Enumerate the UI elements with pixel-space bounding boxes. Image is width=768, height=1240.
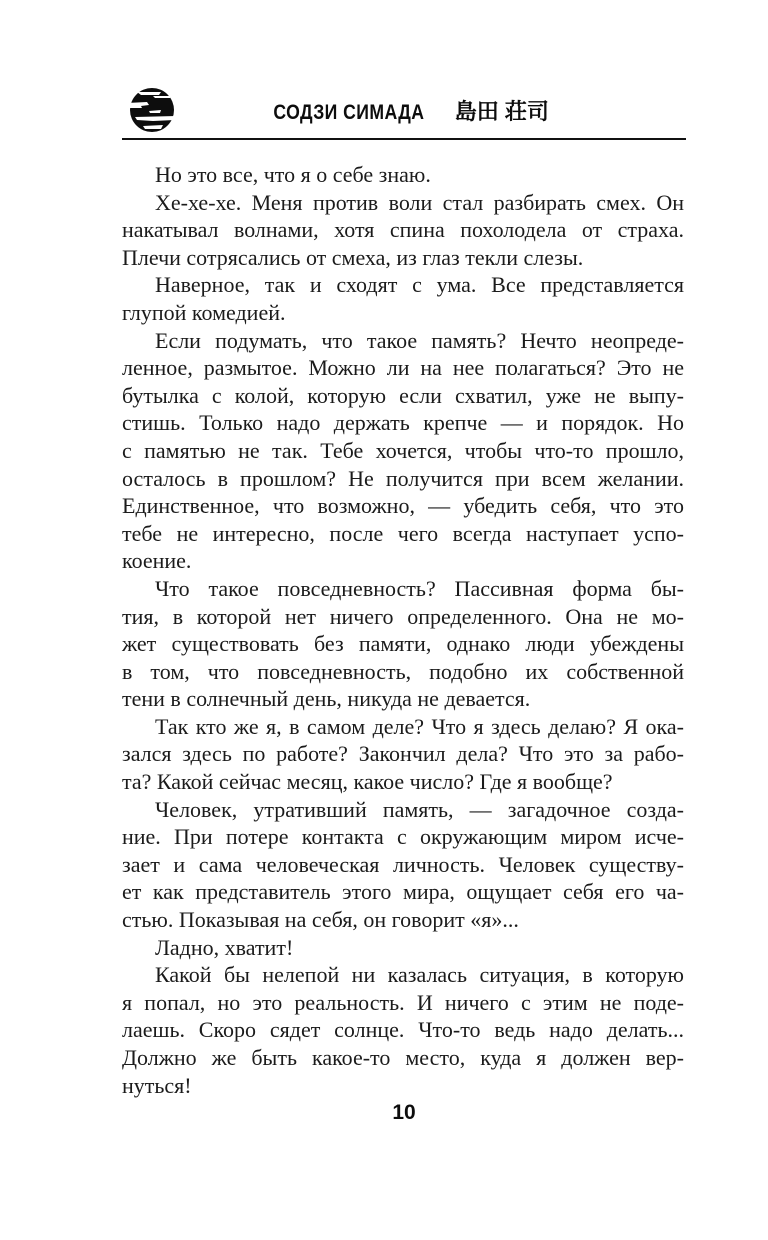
text-line: Единственное, что возможно, — убедить себя, что это (122, 493, 684, 519)
paragraph (122, 575, 684, 713)
text-line: Если подумать, что такое память? Нечто неопреде- (155, 327, 684, 353)
running-head (122, 100, 686, 125)
text-line: я попал, но это реальность. И ничего с этим не поде- (122, 989, 684, 1015)
text-line: бутылка с колой, которую если схватил, уже не выпу- (122, 382, 684, 408)
text-line: глупой комедией. (122, 299, 286, 325)
text-line: ет как представитель этого мира, ощущает себя его ча- (122, 879, 684, 905)
body-text (122, 161, 684, 1099)
text-line: Человек, утративший память, — загадочное созда- (155, 796, 684, 822)
paragraph (122, 796, 684, 934)
text-line: Наверное, так и сходят с ума. Все представляется (155, 272, 684, 298)
text-line: Плечи сотрясались от смеха, из глаз текли слезы. (122, 244, 584, 270)
text-line: Ладно, хватит! (155, 934, 294, 960)
page-number: 10 (392, 1101, 416, 1124)
text-line: Какой бы нелепой ни казалась ситуация, в которую (155, 962, 684, 988)
text-line: Но это все, что я о себе знаю. (155, 162, 431, 187)
text-line: в том, что повседневность, подобно их собственной (122, 658, 684, 684)
paragraph (122, 713, 684, 796)
paragraph (122, 161, 684, 189)
paragraph (122, 934, 684, 962)
text-line: зался здесь по работе? Закончил дела? Что это за рабо- (122, 741, 684, 767)
paragraph (122, 189, 684, 272)
text-line: осталось в прошлом? Не получится при всем желании. (122, 465, 684, 491)
header-rule (122, 138, 686, 140)
text-line: нуться! (122, 1072, 192, 1098)
text-line: Хе-хе-хе. Меня против воли стал разбирать смех. Он (155, 189, 684, 215)
text-line: с памятью не так. Тебе хочется, чтобы что-то прошло, (122, 437, 684, 463)
text-line: тени в солнечный день, никуда не девается. (122, 686, 531, 712)
paragraph (122, 961, 684, 1099)
page-header (122, 84, 686, 142)
text-line: тебе не интересно, после чего всегда наступает успо- (122, 520, 684, 546)
text-line: Так кто же я, в самом деле? Что я здесь делаю? Я ока- (155, 713, 684, 739)
text-line: ние. При потере контакта с окружающим миром исче- (122, 824, 684, 850)
text-line: ленное, размытое. Можно ли на нее полагаться? Это не (122, 355, 684, 381)
text-line: Должно же быть какое-то место, куда я должен вер- (122, 1045, 684, 1070)
paragraph (122, 327, 684, 575)
author-name-japanese: 島田 荘司 (454, 99, 549, 124)
text-line: Что такое повседневность? Пассивная форма бы- (155, 575, 684, 601)
text-line: лаешь. Скоро сядет солнце. Что-то ведь надо делать... (122, 1017, 684, 1043)
text-line: тия, в которой нет ничего определенного. Она не мо- (122, 603, 684, 629)
text-line: зает и сама человеческая личность. Человек существу- (122, 851, 684, 877)
author-name-cyrillic: СОДЗИ СИМАДА (273, 101, 425, 124)
text-line: та? Какой сейчас месяц, какое число? Где я вообще? (122, 769, 613, 795)
paragraph (122, 271, 684, 326)
text-line: стью. Показывая на себя, он говорит «я»... (122, 907, 519, 933)
text-line: жет существовать без памяти, однако люди убеждены (122, 631, 684, 657)
text-line: накатывал волнами, хотя спина похолодела от страха. (122, 217, 684, 243)
text-line: стишь. Только надо держать крепче — и порядок. Но (122, 410, 684, 436)
text-line: коение. (122, 548, 192, 574)
